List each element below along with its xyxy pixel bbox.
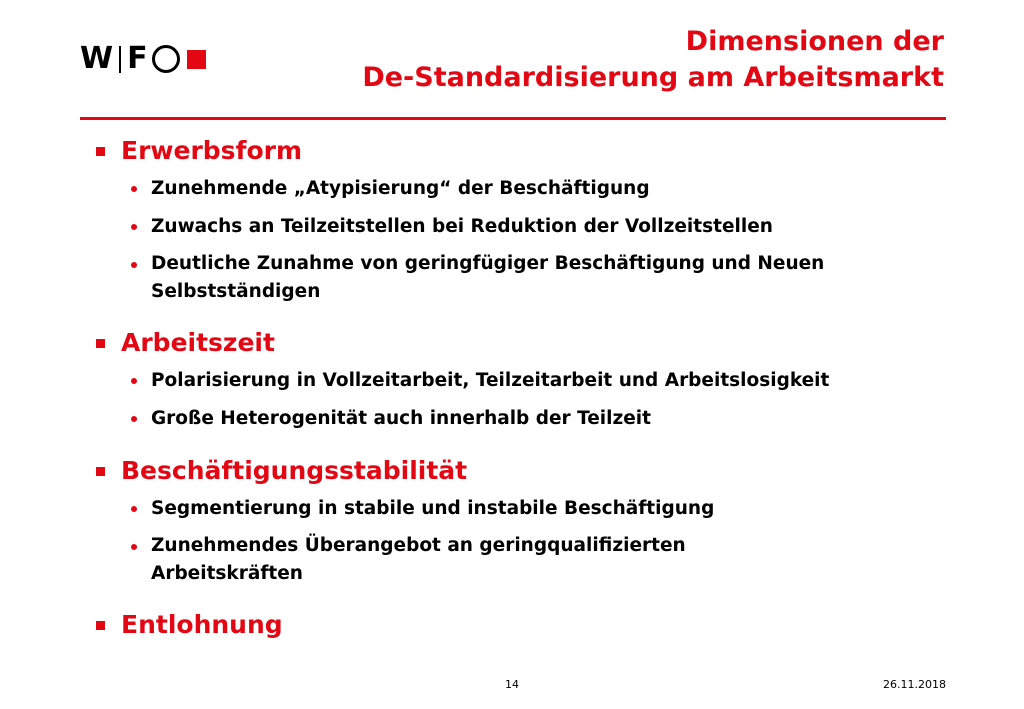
bullet-list bbox=[131, 494, 956, 588]
section-heading-text: Beschäftigungsstabilität bbox=[121, 456, 468, 485]
logo-square bbox=[187, 50, 206, 69]
logo-circle bbox=[152, 45, 180, 73]
wifo-logo bbox=[80, 42, 206, 76]
round-bullet-icon bbox=[131, 378, 137, 384]
section-heading bbox=[96, 608, 956, 642]
section-entlohnung bbox=[96, 608, 956, 642]
logo-letter-f: F bbox=[127, 41, 148, 76]
list-item bbox=[131, 250, 891, 306]
round-bullet-icon bbox=[131, 262, 137, 268]
section-heading bbox=[96, 454, 956, 488]
list-item bbox=[131, 366, 956, 396]
section-heading bbox=[96, 326, 956, 360]
page-number: 14 bbox=[505, 678, 519, 691]
slide-title-line2: De-Standardisierung am Arbeitsmarkt bbox=[362, 62, 944, 93]
slide-title-line1: Dimensionen der bbox=[685, 26, 944, 57]
section-beschaeftigungsstabilitaet bbox=[96, 454, 956, 588]
square-bullet-icon bbox=[96, 147, 105, 156]
logo-bar bbox=[119, 46, 121, 73]
list-item-text: Zunehmendes Überangebot an geringqualifizierten Arbeitskräften bbox=[151, 535, 686, 584]
square-bullet-icon bbox=[96, 339, 105, 348]
list-item bbox=[131, 404, 956, 434]
section-heading-text: Arbeitszeit bbox=[121, 328, 275, 357]
section-heading-text: Erwerbsform bbox=[121, 136, 302, 165]
list-item-text: Große Heterogenität auch innerhalb der Teilzeit bbox=[151, 408, 651, 429]
list-item-text: Zunehmende „Atypisierung“ der Beschäftigung bbox=[151, 178, 650, 199]
list-item-text: Polarisierung in Vollzeitarbeit, Teilzeitarbeit und Arbeitslosigkeit bbox=[151, 370, 830, 391]
list-item-text: Zuwachs an Teilzeitstellen bei Reduktion der Vollzeitstellen bbox=[151, 216, 773, 237]
slide-content bbox=[96, 134, 956, 642]
section-arbeitszeit bbox=[96, 326, 956, 434]
bullet-list bbox=[131, 366, 956, 434]
section-heading-text: Entlohnung bbox=[121, 610, 283, 639]
round-bullet-icon bbox=[131, 506, 137, 512]
list-item bbox=[131, 532, 831, 588]
round-bullet-icon bbox=[131, 186, 137, 192]
section-erwerbsform bbox=[96, 134, 956, 306]
title-divider bbox=[80, 117, 946, 120]
round-bullet-icon bbox=[131, 544, 137, 550]
section-heading bbox=[96, 134, 956, 168]
round-bullet-icon bbox=[131, 416, 137, 422]
list-item bbox=[131, 494, 956, 524]
square-bullet-icon bbox=[96, 621, 105, 630]
round-bullet-icon bbox=[131, 224, 137, 230]
bullet-list bbox=[131, 174, 956, 306]
logo-letter-w: W bbox=[80, 41, 114, 76]
slide-title bbox=[362, 24, 944, 96]
list-item-text: Deutliche Zunahme von geringfügiger Beschäftigung und Neuen Selbstständigen bbox=[151, 253, 825, 302]
square-bullet-icon bbox=[96, 467, 105, 476]
list-item bbox=[131, 174, 956, 204]
list-item bbox=[131, 212, 956, 242]
list-item-text: Segmentierung in stabile und instabile Beschäftigung bbox=[151, 498, 715, 519]
slide-date: 26.11.2018 bbox=[883, 678, 946, 691]
